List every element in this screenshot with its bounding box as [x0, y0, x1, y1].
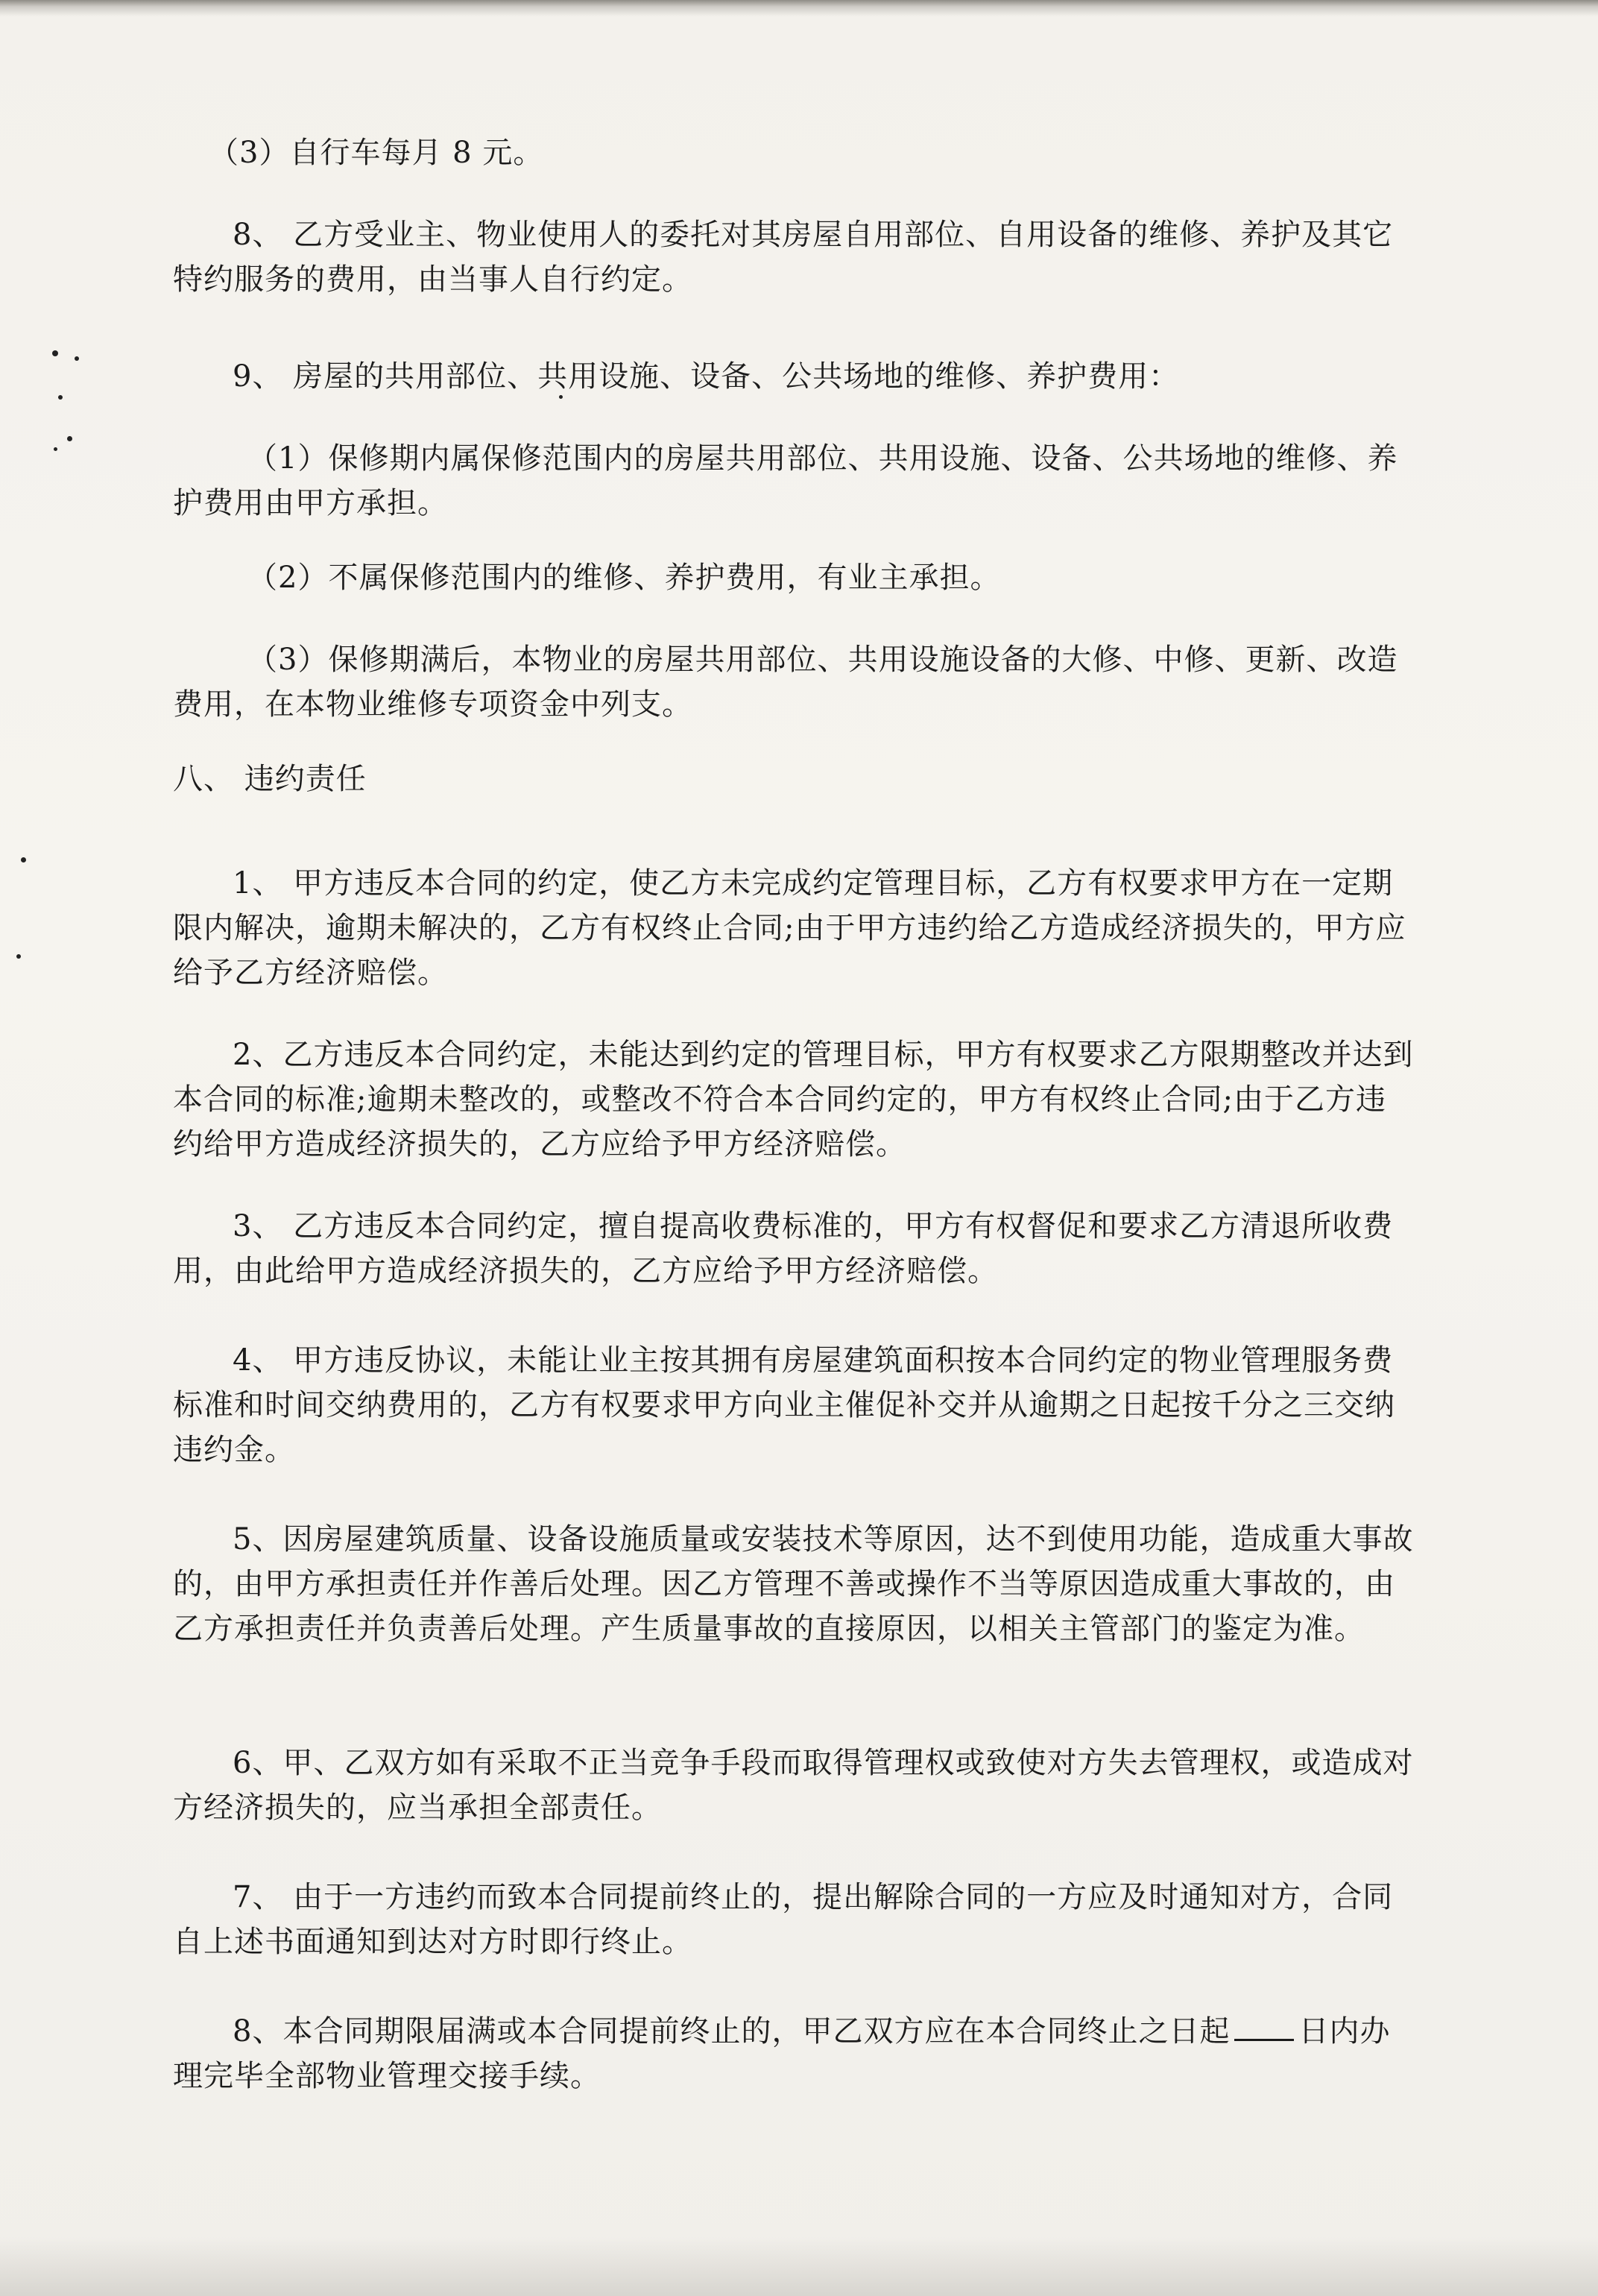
clause-8-text-before-blank: 8、本合同期限届满或本合同提前终止的，甲乙双方应在本合同终止之日起: [233, 2014, 1231, 2049]
margin-speck: [75, 356, 79, 361]
clause-9-common-repairs: 9、 房屋的共用部位、共用设施、设备、公共场地的维修、养护费用：: [233, 359, 1180, 394]
clause-8-special-services: 8、 乙方受业主、物业使用人的委托对其房屋自用部位、自用设备的维修、养护及其它特约服务的费用，由当事人自行约定。: [173, 218, 1394, 297]
margin-speck: [52, 350, 58, 356]
breach-clause-8: [173, 2009, 1416, 2098]
margin-speck: [21, 857, 26, 862]
breach-clause-6: 6、甲、乙双方如有采取不正当竞争手段而取得管理权或致使对方失去管理权，或造成对方经济损失的，应当承担全部责任。: [173, 1746, 1414, 1825]
breach-clause-7: 7、 由于一方违约而致本合同提前终止的，提出解除合同的一方应及时通知对方，合同自上述书面通知到达对方时即行终止。: [173, 1880, 1394, 1959]
margin-speck: [16, 954, 21, 959]
clause-8-text-after-blank: 日内办理完毕全部物业管理交接手续。: [173, 2014, 1391, 2093]
margin-speck: [67, 436, 72, 441]
clause-9-2: （2）不属保修范围内的维修、养护费用，有业主承担。: [247, 561, 1001, 595]
days-blank-field: [1234, 2012, 1294, 2041]
clause-9-3: （3）保修期满后，本物业的房屋共用部位、共用设施设备的大修、中修、更新、改造费用，在本物业维修专项资金中列支。: [173, 643, 1398, 722]
scan-bottom-shade: [0, 2236, 1598, 2296]
clause-9-1: （1）保修期内属保修范围内的房屋共用部位、共用设施、设备、公共场地的维修、养护费用由甲方承担。: [173, 441, 1398, 520]
scan-top-shadow: [0, 0, 1598, 16]
breach-clause-1: 1、 甲方违反本合同的约定，使乙方未完成约定管理目标，乙方有权要求甲方在一定期限内解决，逾期未解决的，乙方有权终止合同;由于甲方违约给乙方造成经济损失的，甲方应给予乙方经济赔偿。: [173, 866, 1406, 990]
clause-bicycle-fee: （3）自行车每月 8 元。: [209, 136, 544, 170]
breach-clause-2: 2、乙方违反本合同约定，未能达到约定的管理目标，甲方有权要求乙方限期整改并达到本合同的标准;逾期未整改的，或整改不符合本合同约定的，甲方有权终止合同;由于乙方违约给甲方造成经济损失的，乙方应给予甲方经济赔偿。: [173, 1038, 1414, 1161]
breach-clause-5: 5、因房屋建筑质量、设备设施质量或安装技术等原因，达不到使用功能，造成重大事故的，由甲方承担责任并作善后处理。因乙方管理不善或操作不当等原因造成重大事故的，由乙方承担责任并负责善后处理。产生质量事故的直接原因，以相关主管部门的鉴定为准。: [173, 1522, 1414, 1646]
breach-clause-4: 4、 甲方违反协议，未能让业主按其拥有房屋建筑面积按本合同约定的物业管理服务费标准和时间交纳费用的，乙方有权要求甲方向业主催促补交并从逾期之日起按千分之三交纳违约金。: [173, 1343, 1395, 1467]
section-8-heading: 八、 违约责任: [173, 762, 367, 796]
margin-speck: [54, 447, 57, 451]
margin-speck: [58, 395, 63, 400]
breach-clause-3: 3、 乙方违反本合同约定，擅自提高收费标准的，甲方有权督促和要求乙方清退所收费用，由此给甲方造成经济损失的，乙方应给予甲方经济赔偿。: [173, 1209, 1394, 1288]
